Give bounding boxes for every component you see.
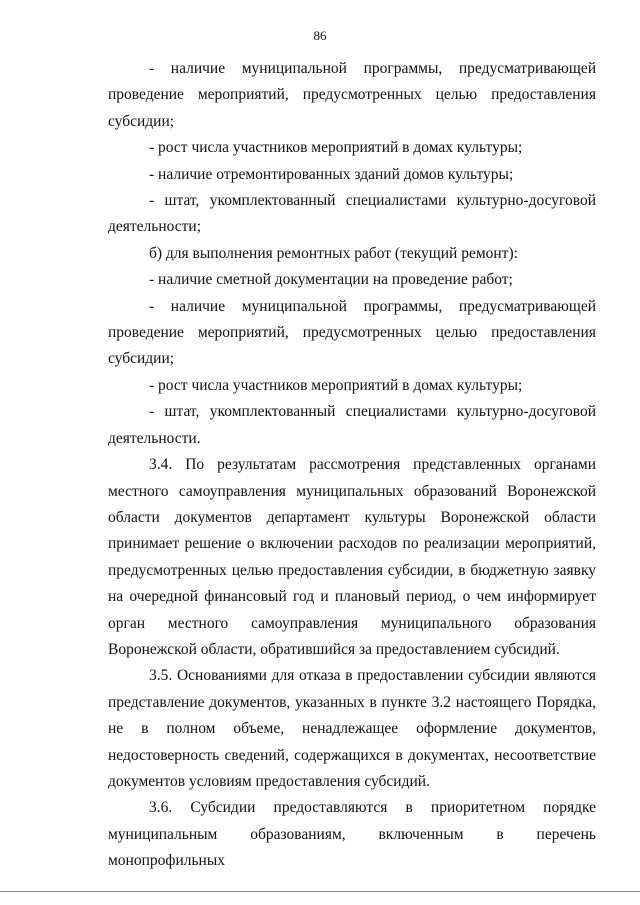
paragraph-10: 3.4. По результатам рассмотрения представленных органами местного самоуправления муниципальных образований Воронежской области документов департамент культуры Воронежской области принимает решение о включении расходов по реализации мероприятий, предусмотренных целью предоставления субсидии, в бюджетную заявку на очередной финансовый год и плановый период, о чем информирует орган местного самоуправления муниципального образования Воронежской области, обратившийся за предоставлением субсидий. [108, 456, 596, 658]
paragraph-6: - наличие сметной документации на проведение работ; [149, 271, 513, 289]
paragraph-1: - наличие муниципальной программы, предусматривающей проведение мероприятий, предусмотренных целью предоставления субсидии; [108, 60, 596, 130]
body-text [108, 56, 596, 875]
paragraph-5: б) для выполнения ремонтных работ (текущий ремонт): [149, 244, 518, 262]
bottom-rule [0, 891, 640, 892]
paragraph-3: - наличие отремонтированных зданий домов культуры; [149, 165, 514, 183]
paragraph-12: 3.6. Субсидии предоставляются в приоритетном порядке муниципальным образованиям, включенным в перечень монопрофильных [108, 799, 596, 870]
paragraph-4: - штат, укомплектованный специалистами культурно-досуговой деятельности; [108, 192, 596, 236]
paragraph-7: - наличие муниципальной программы, предусматривающей проведение мероприятий, предусмотренных целью предоставления субсидии; [108, 297, 596, 368]
paragraph-8: - рост числа участников мероприятий в домах культуры; [149, 376, 523, 394]
paragraph-9: - штат, укомплектованный специалистами культурно-досуговой деятельности. [108, 403, 596, 447]
page-number: 86 [313, 28, 327, 43]
paragraph-11: 3.5. Основаниями для отказа в предоставлении субсидии являются представление документов, указанных в пункте 3.2 настоящего Порядка, не в полном объеме, ненадлежащее оформление документов, недостоверность сведений, содержащихся в документах, несоответствие документов условиям предоставления субсидий. [108, 667, 596, 790]
paragraph-2: - рост числа участников мероприятий в домах культуры; [149, 139, 523, 157]
